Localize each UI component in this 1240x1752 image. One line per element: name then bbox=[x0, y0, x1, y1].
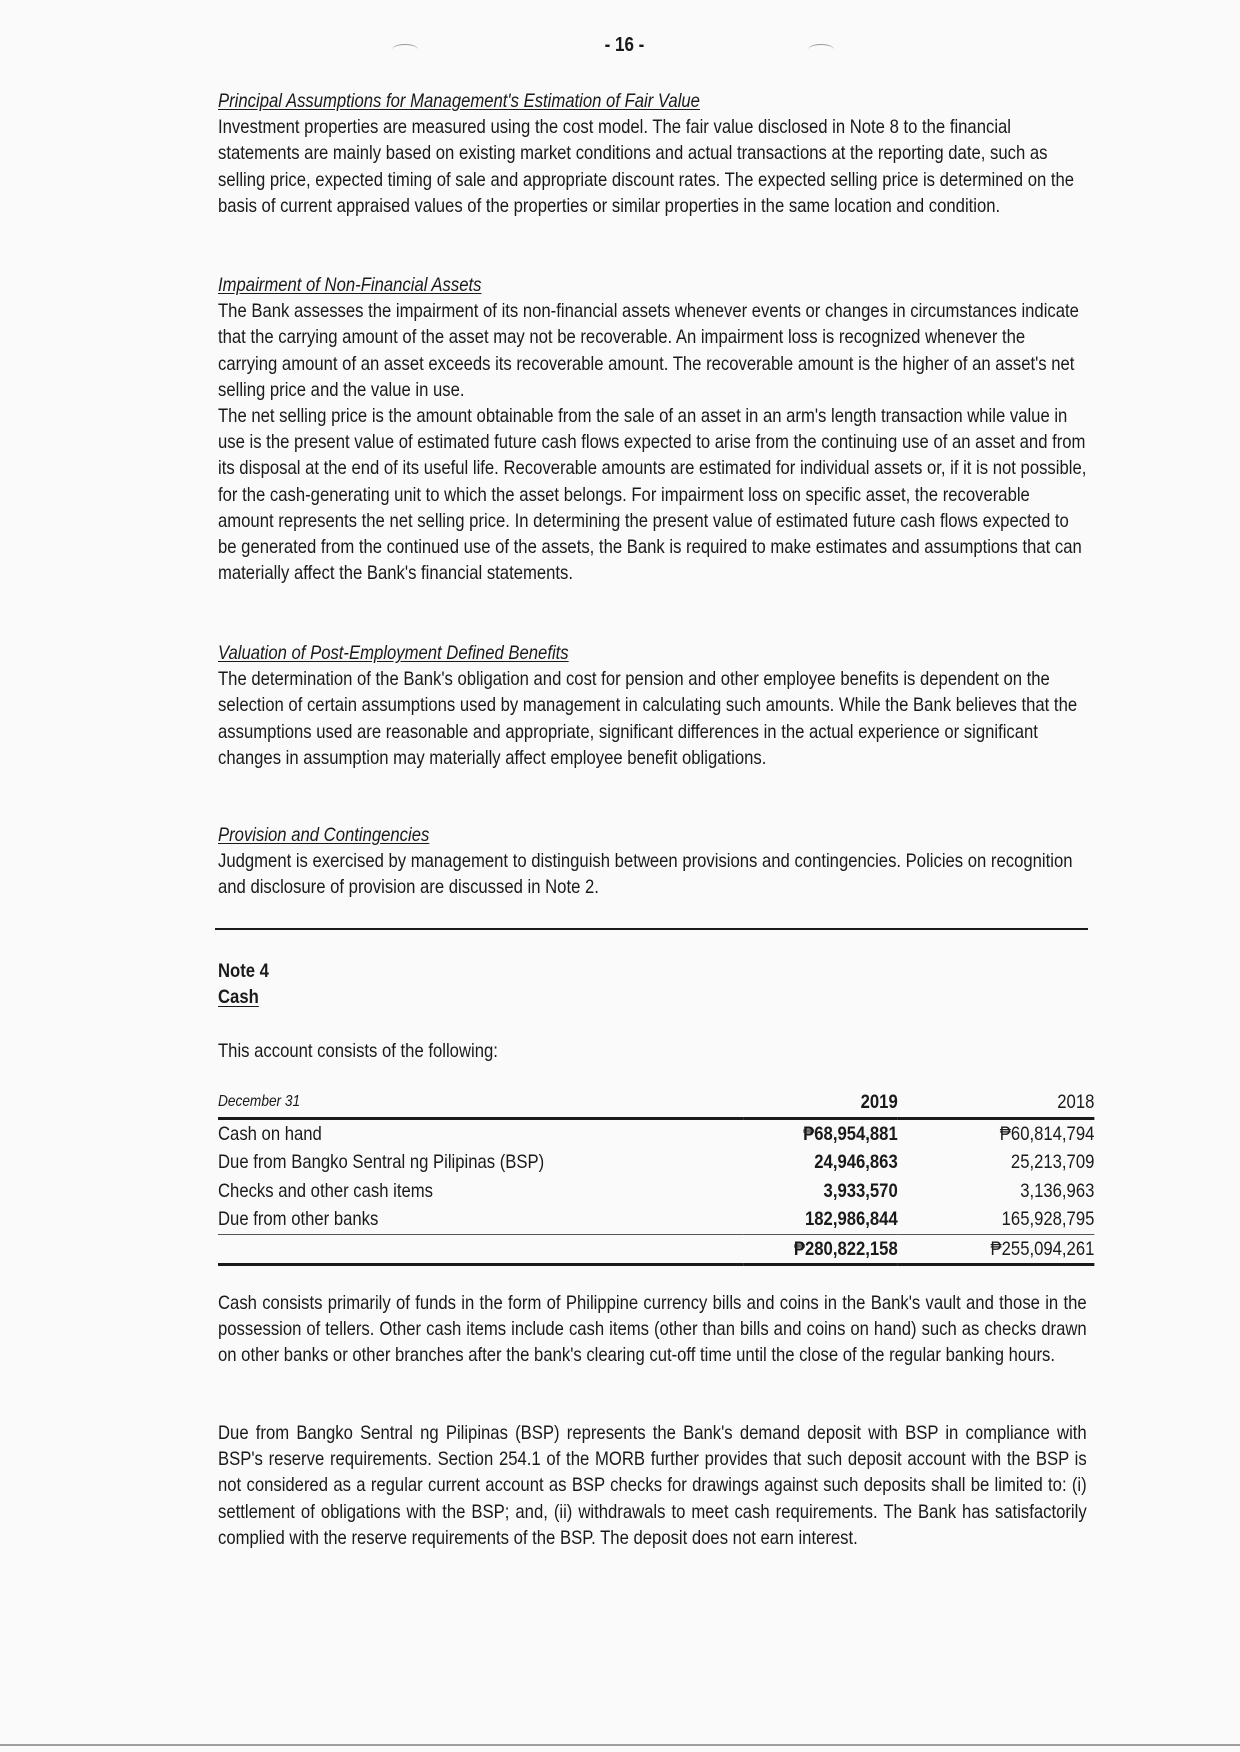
scan-edge-line bbox=[0, 1744, 1240, 1746]
cash-description bbox=[218, 1290, 1087, 1369]
section-heading: Valuation of Post-Employment Defined Benefits bbox=[218, 642, 569, 664]
total-2018: ₱255,094,261 bbox=[990, 1237, 1095, 1260]
note-title: Cash bbox=[218, 986, 259, 1009]
value-2018: 25,213,709 bbox=[1010, 1151, 1095, 1173]
section-provisions bbox=[218, 822, 1087, 901]
value-2019: ₱68,954,881 bbox=[803, 1122, 898, 1145]
value-2019: 182,986,844 bbox=[804, 1208, 898, 1230]
cash-table-wrap bbox=[218, 1088, 1095, 1266]
section-paragraph: Judgment is exercised by management to distinguish between provisions and contingencies. Policies on recognition and disclosure of provision are discussed in Note 2. bbox=[218, 850, 1073, 899]
table-row bbox=[218, 1148, 1094, 1177]
value-2018: ₱60,814,794 bbox=[999, 1122, 1095, 1145]
total-label bbox=[218, 1234, 744, 1265]
section-paragraph: The Bank assesses the impairment of its non-financial assets whenever events or changes in circumstances indicate that the carrying amount of the asset may not be recoverable. An impairment loss is recognized whenever the carrying amount of an asset exceeds its recoverable amount. The recoverable amount is the higher of an asset's net selling price and the value in use. bbox=[218, 300, 1079, 401]
section-paragraph: The net selling price is the amount obtainable from the sale of an asset in an arm's length transaction while value in use is the present value of estimated future cash flows expected to arise from the continuing use of an asset and from its disposal at the end of its useful life. Recoverable amounts are estimated for individual assets or, if it is not possible, for the cash-generating unit to which the asset belongs. For impairment loss on specific asset, the recoverable amount represents the net selling price. In determining the present value of estimated future cash flows expected to be generated from the continued use of the assets, the Bank is required to make estimates and assumptions that can materially affect the Bank's financial statements. bbox=[218, 405, 1087, 585]
section-impairment bbox=[218, 272, 1087, 586]
cash-table bbox=[218, 1088, 1094, 1266]
cash-paragraph: Cash consists primarily of funds in the form of Philippine currency bills and coins in the Bank's vault and those in the possession of tellers. Other cash items include cash items (other than bills and coins on hand) such as checks drawn on other banks or other branches after the bank's clearing cut-off time until the close of the regular banking hours. bbox=[218, 1292, 1087, 1367]
column-header-2018: 2018 bbox=[1057, 1091, 1095, 1113]
table-row bbox=[218, 1118, 1094, 1148]
value-2019: 3,933,570 bbox=[823, 1179, 898, 1202]
section-fair-value bbox=[218, 88, 1087, 219]
row-label: Due from Bangko Sentral ng Pilipinas (BSP) bbox=[218, 1151, 545, 1173]
note-4-header bbox=[218, 958, 1087, 1010]
value-2018: 3,136,963 bbox=[1020, 1179, 1095, 1202]
row-label: Cash on hand bbox=[218, 1122, 322, 1145]
value-2018: 165,928,795 bbox=[1001, 1208, 1095, 1230]
table-header-row bbox=[218, 1088, 1094, 1118]
page-number: - 16 - bbox=[604, 34, 645, 56]
column-header-date: December 31 bbox=[218, 1093, 301, 1110]
section-post-employment bbox=[218, 640, 1087, 771]
section-divider bbox=[215, 928, 1088, 930]
column-header-2019: 2019 bbox=[860, 1091, 898, 1113]
section-heading: Provision and Contingencies bbox=[218, 824, 430, 846]
bsp-description bbox=[218, 1420, 1087, 1551]
section-paragraph: The determination of the Bank's obligation and cost for pension and other employee benefits is dependent on the selection of certain assumptions used by management in calculating such amounts. While the Bank believes that the assumptions used are reasonable and appropriate, significant differences in the actual experience or significant changes in assumption may materially affect employee benefit obligations. bbox=[218, 668, 1078, 769]
note-label: Note 4 bbox=[218, 960, 269, 982]
value-2019: 24,946,863 bbox=[814, 1151, 898, 1173]
table-total-row bbox=[218, 1234, 1094, 1265]
intro-text: This account consists of the following: bbox=[218, 1040, 498, 1062]
total-2019: ₱280,822,158 bbox=[793, 1237, 898, 1260]
table-row bbox=[218, 1205, 1094, 1234]
row-label: Due from other banks bbox=[218, 1208, 379, 1230]
bsp-paragraph: Due from Bangko Sentral ng Pilipinas (BSP) represents the Bank's demand deposit with BSP in compliance with BSP's reserve requirements. Section 254.1 of the MORB further provides that such deposit account with the BSP is not considered as a regular current account as BSP checks for drawings against such deposits shall be limited to: (i) settlement of obligations with the BSP; and, (ii) withdrawals to meet cash requirements. The Bank has satisfactorily complied with the reserve requirements of the BSP. The deposit does not earn interest. bbox=[218, 1422, 1087, 1549]
table-row bbox=[218, 1177, 1094, 1206]
note-intro bbox=[218, 1038, 1087, 1064]
section-paragraph: Investment properties are measured using the cost model. The fair value disclosed in Note 8 to the financial statements are mainly based on existing market conditions and actual transactions at the reporting date, such as selling price, expected timing of sale and appropriate discount rates. The expected selling price is determined on the basis of current appraised values of the properties or similar properties in the same location and condition. bbox=[218, 116, 1075, 217]
section-heading: Impairment of Non-Financial Assets bbox=[218, 274, 482, 296]
section-heading: Principal Assumptions for Management's Estimation of Fair Value bbox=[218, 90, 700, 112]
row-label: Checks and other cash items bbox=[218, 1179, 433, 1202]
